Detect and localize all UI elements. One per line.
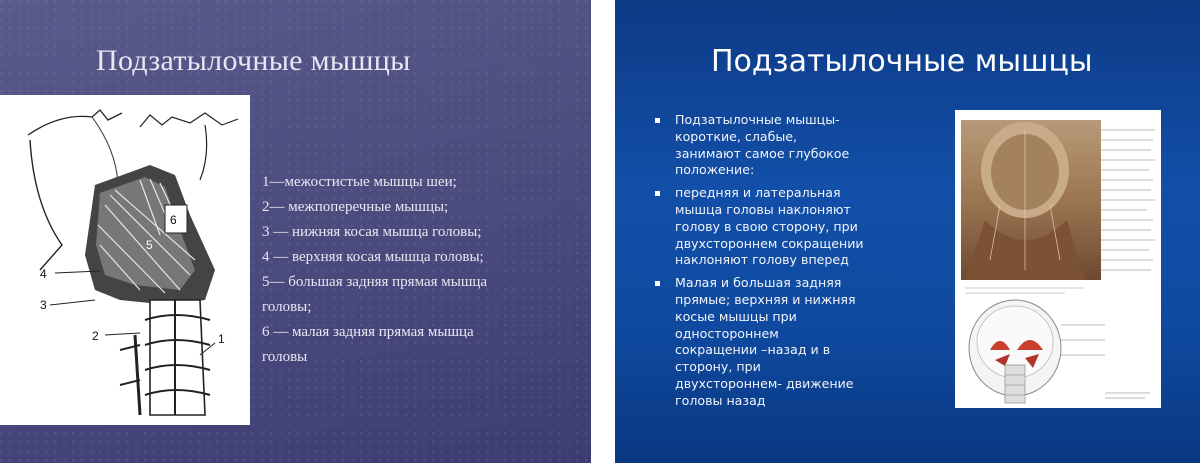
figure-label-6: 6 [170,213,177,227]
left-list-item: головы; [262,299,312,315]
left-list-item: головы [262,349,308,365]
anatomy-sketch [0,95,250,425]
left-muscle-list [262,170,584,370]
figure-label-2: 2 [92,329,99,343]
left-slide [0,0,591,463]
left-slide-title: Подзатылочные мышцы [96,44,411,77]
suboccipital-muscles-drawing [0,95,250,425]
left-list-item: 2— межпоперечные мышцы; [262,199,449,215]
figure-label-1: 1 [218,332,225,346]
figure-label-4: 4 [40,267,47,281]
right-slide [615,0,1200,463]
left-list-item: 5— большая задняя прямая мышца [262,274,488,290]
figure-label-5: 5 [146,238,153,252]
left-list-item: 6 — малая задняя прямая мышца [262,324,474,340]
right-slide-title: Подзатылочные мышцы [711,44,1093,79]
left-list-item: 1—межостистые мышцы шеи; [262,174,457,190]
figure-label-3: 3 [40,298,47,312]
left-list-item: 4 — верхняя косая мышца головы; [262,249,484,265]
right-bullet-item: Малая и большая задняя прямые; верхняя и нижняя косые мышцы при одностороннем сокращении –назад и в сторону, при двухстороннем- движение головы назад [655,275,945,409]
anatomy-atlas-image [955,110,1161,408]
atlas-illustration [955,110,1161,408]
right-bullet-list [655,112,945,416]
left-list-item: 3 — нижняя косая мышца головы; [262,224,482,240]
right-bullet-item: Подзатылочные мышцы- короткие, слабые, занимают самое глубокое положение: [655,112,945,179]
right-bullet-item: передняя и латеральная мышца головы наклоняют голову в свою сторону, при двухстороннем сокращении наклоняют голову вперед [655,185,945,269]
